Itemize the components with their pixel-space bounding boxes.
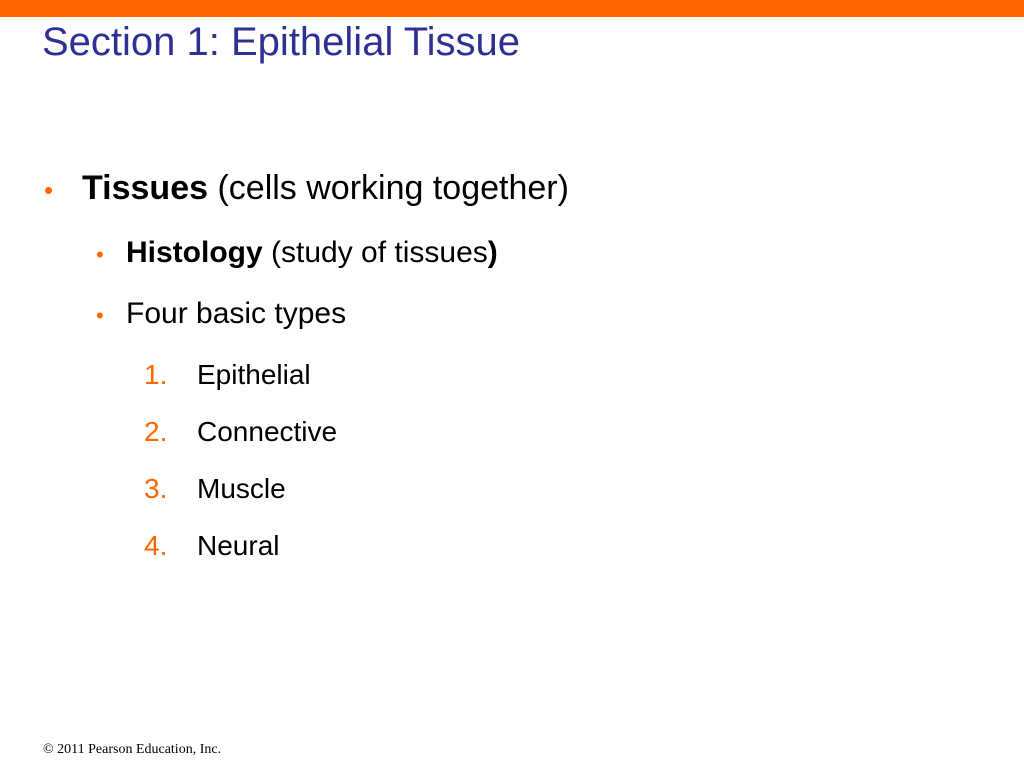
bullet-icon: •: [44, 175, 54, 205]
list-number: 2.: [144, 416, 168, 447]
tissue-type-label: Muscle: [197, 473, 286, 504]
bullet-icon: •: [96, 303, 104, 328]
tissue-type-label: Connective: [197, 416, 338, 447]
tissues-description: (cells working together): [208, 169, 569, 207]
term-histology: Histology: [126, 236, 263, 269]
bullet-histology: [96, 234, 498, 274]
histology-close-paren: ): [487, 236, 498, 269]
bullet-four-basic-types: [96, 295, 346, 335]
copyright-footer: © 2011 Pearson Education, Inc.: [43, 742, 222, 757]
bullet-tissues: [44, 166, 569, 212]
tissue-type-label: Epithelial: [197, 359, 311, 390]
term-tissues: Tissues: [82, 169, 209, 207]
histology-description: (study of tissues: [262, 236, 488, 269]
list-number: 1.: [144, 359, 168, 390]
slide-title: Section 1: Epithelial Tissue: [42, 20, 521, 64]
top-accent-bar: [0, 0, 1024, 17]
list-number: 3.: [144, 473, 168, 504]
four-basic-types-text: Four basic types: [126, 297, 347, 330]
list-item: [144, 472, 286, 506]
bullet-icon: •: [96, 242, 104, 267]
list-item: [144, 358, 311, 392]
list-item: [144, 415, 337, 449]
list-number: 4.: [144, 530, 168, 561]
list-item: [144, 529, 279, 563]
tissue-type-label: Neural: [197, 530, 280, 561]
